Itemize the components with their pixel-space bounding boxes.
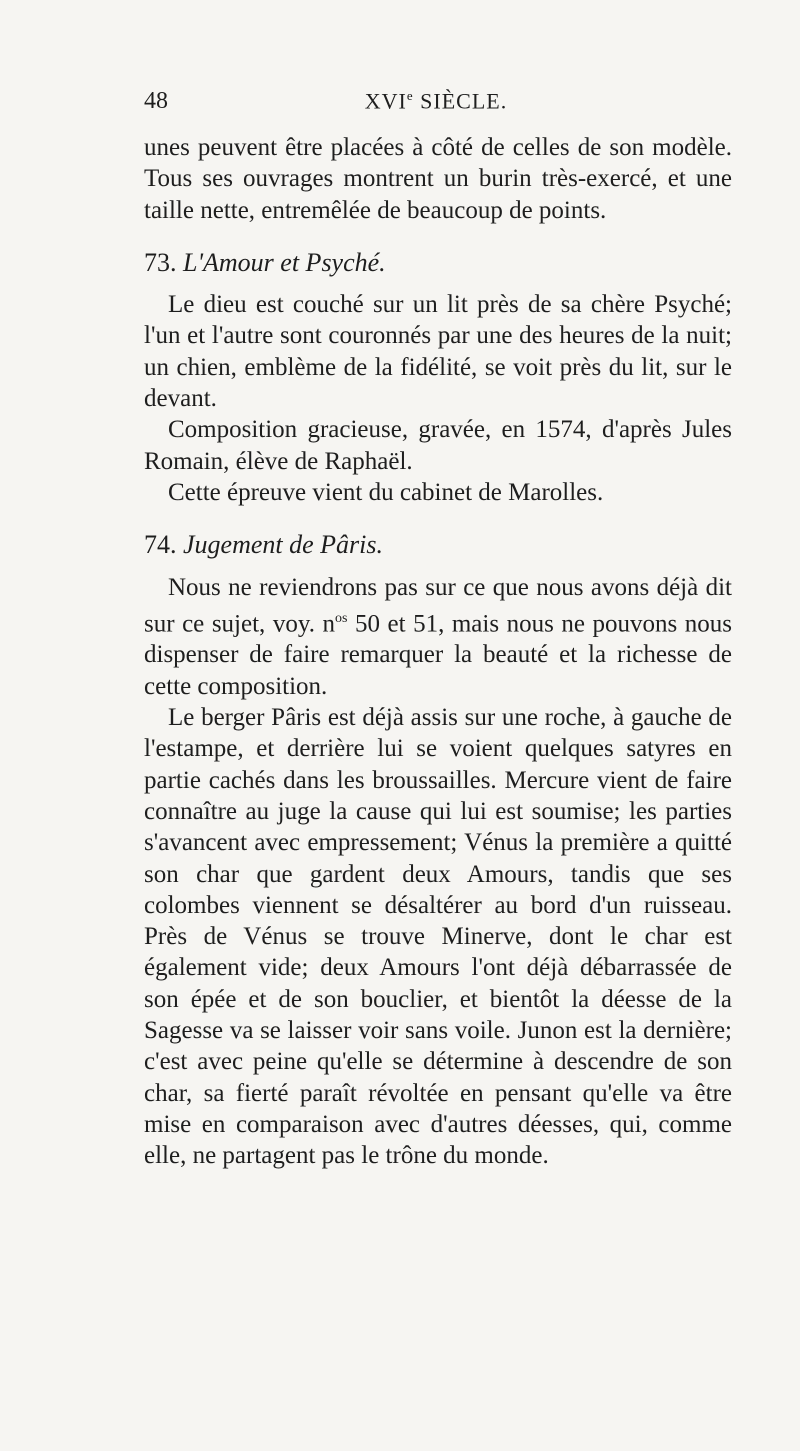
entry-74-intro-sup: os: [334, 610, 348, 626]
page-header: [144, 88, 728, 122]
entry-73-title: L'Amour et Psyché.: [183, 247, 386, 277]
entry-73-provenance: Cette épreuve vient du cabinet de Marolles.: [168, 478, 604, 506]
entry-74-intro-b: 50 et 51, mais nous ne pouvons nous dispenser de faire remarquer la beauté et la richesse de cette composition.: [144, 610, 733, 700]
running-title: [144, 88, 728, 114]
entry-73-description: Le dieu est couché sur un lit près de sa chère Psyché; l'un et l'autre sont couronnés par une des heures de la nuit; un chien, emblème de la fidélité, se voit près du lit, sur le devant.: [144, 291, 732, 413]
page-number: 48: [144, 88, 168, 114]
entry-73-composition: Composition gracieuse, gravée, en 1574, d'après Jules Romain, élève de Raphaël.: [144, 416, 732, 475]
running-title-sup: e: [406, 88, 414, 103]
entry-74-intro: [144, 572, 732, 703]
entry-74-intro-a: Nous ne reviendrons pas sur ce que nous avons déjà dit sur ce sujet, voy. n: [144, 573, 732, 638]
entry-74-number: 74.: [144, 530, 177, 560]
entry-74-title: Jugement de Pâris.: [183, 530, 384, 560]
page-body: [144, 132, 732, 1172]
running-title-century: XVI: [364, 88, 407, 114]
entry-73-number: 73.: [144, 247, 177, 277]
running-title-rest: SIÈCLE.: [413, 88, 508, 114]
intro-paragraph: unes peuvent être placées à côté de celles de son modèle. Tous ses ouvrages montrent un burin très-exercé, et une taille nette, entremêlée de beaucoup de points.: [144, 134, 732, 224]
entry-74-description: Le berger Pâris est déjà assis sur une roche, à gauche de l'estampe, et derrière lui se voient quelques satyres en partie cachés dans les broussailles. Mercure vient de faire connaître au juge la cause qui lui est soumise; les parties s'avancent avec empressement; Vénus la première a quitté son char que gardent deux Amours, tandis que ses colombes viennent se désaltérer au bord d'un ruisseau. Près de Vénus se trouve Minerve, dont le char est également vide; deux Amours l'ont déjà débarrassée de son épée et de son bouclier, et bientôt la déesse de la Sagesse va se laisser voir sans voile. Junon est la dernière; c'est avec peine qu'elle se détermine à descendre de son char, sa fierté paraît révoltée en pensant qu'elle va être mise en comparaison avec d'autres déesses, qui, comme elle, ne partagent pas le trône du monde.: [144, 704, 732, 1170]
entry-74-heading: [144, 529, 732, 560]
entry-73-heading: [144, 247, 732, 278]
